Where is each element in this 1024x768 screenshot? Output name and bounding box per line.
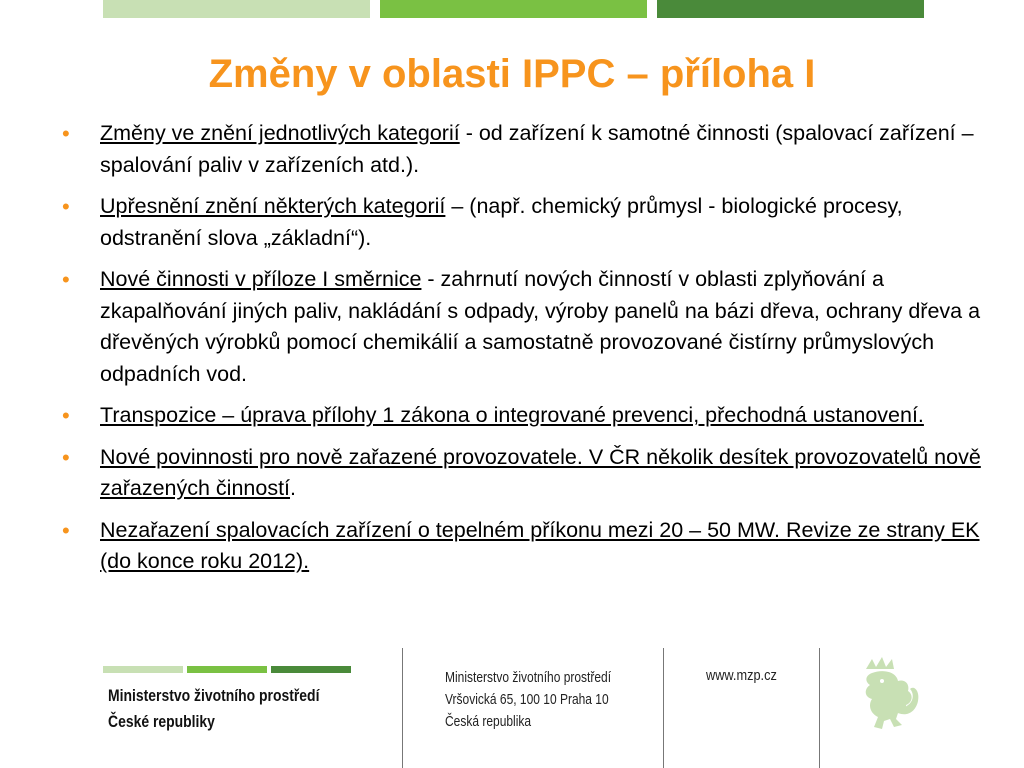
bullet-dot-icon: •: [62, 121, 70, 146]
footer-website-link[interactable]: www.mzp.cz: [706, 667, 777, 684]
footer-address: [445, 667, 611, 733]
bullet-text: – (např. chemický průmysl - biologické procesy, odstranění slova „základní“).: [100, 194, 903, 250]
czech-lion-emblem-icon: [852, 655, 924, 735]
address-line-2: Vršovická 65, 100 10 Praha 10: [445, 691, 609, 708]
ministry-logo-text: [108, 683, 319, 735]
ministry-line-2: České republiky: [108, 712, 215, 731]
bullet-underlined-text: Upřesnění znění některých kategorií: [100, 194, 446, 218]
footer-divider: [663, 648, 664, 768]
bullet-item: [62, 118, 982, 181]
bullet-text: - zahrnutí nových činností v oblasti zplyňování a zkapalňování jiných paliv, nakládání s odpady, výroby panelů na bázi dřeva, ochrany dřeva a dřevěných výrobků pomocí chemikálií a samostatně provozované čistírny průmyslových odpadních vod.: [100, 267, 981, 386]
bullet-underlined-text: Nezařazení spalovacích zařízení o tepelném příkonu mezi 20 – 50 MW. Revize ze strany EK (do konce roku 2012).: [100, 517, 980, 573]
bullet-dot-icon: •: [62, 194, 70, 219]
top-bar-mid: [380, 0, 647, 18]
footer-divider: [819, 648, 820, 768]
slide-title: Změny v oblasti IPPC – příloha I: [208, 52, 816, 96]
address-line-1: Ministerstvo životního prostředí: [445, 669, 612, 686]
bullet-item: [62, 442, 982, 505]
bullet-text: .: [290, 476, 296, 500]
footer-bar-dark: [271, 666, 351, 673]
bullet-underlined-text: Transpozice – úprava přílohy 1 zákona o integrované prevenci, přechodná ustanovení.: [100, 403, 924, 427]
bullet-text: - od zařízení k samotné činnosti (spalovací zařízení – spalování paliv v zařízeních atd.).: [100, 121, 974, 177]
top-bar-light: [103, 0, 370, 18]
bullet-dot-icon: •: [62, 517, 70, 543]
bullet-item: [62, 515, 982, 578]
bullet-dot-icon: •: [62, 267, 70, 292]
footer-bar-light: [103, 666, 183, 673]
bullet-underlined-text: Nové činnosti v příloze I směrnice: [100, 267, 422, 291]
footer-bar-mid: [187, 666, 267, 673]
bullet-list: [62, 118, 982, 588]
bullet-item: [62, 264, 982, 390]
top-bar-dark: [657, 0, 924, 18]
address-line-3: Česká republika: [445, 713, 532, 730]
bullet-dot-icon: •: [62, 403, 70, 428]
bullet-item: [62, 400, 982, 432]
bullet-underlined-text: Nové povinnosti pro nově zařazené provozovatele. V ČR několik desítek provozovatelů nově zařazených činností: [100, 444, 981, 500]
bullet-underlined-text: Změny ve znění jednotlivých kategorií: [100, 121, 460, 145]
footer-divider: [402, 648, 403, 768]
ministry-line-1: Ministerstvo životního prostředí: [108, 686, 320, 705]
bullet-dot-icon: •: [62, 444, 70, 470]
bullet-item: [62, 191, 982, 254]
